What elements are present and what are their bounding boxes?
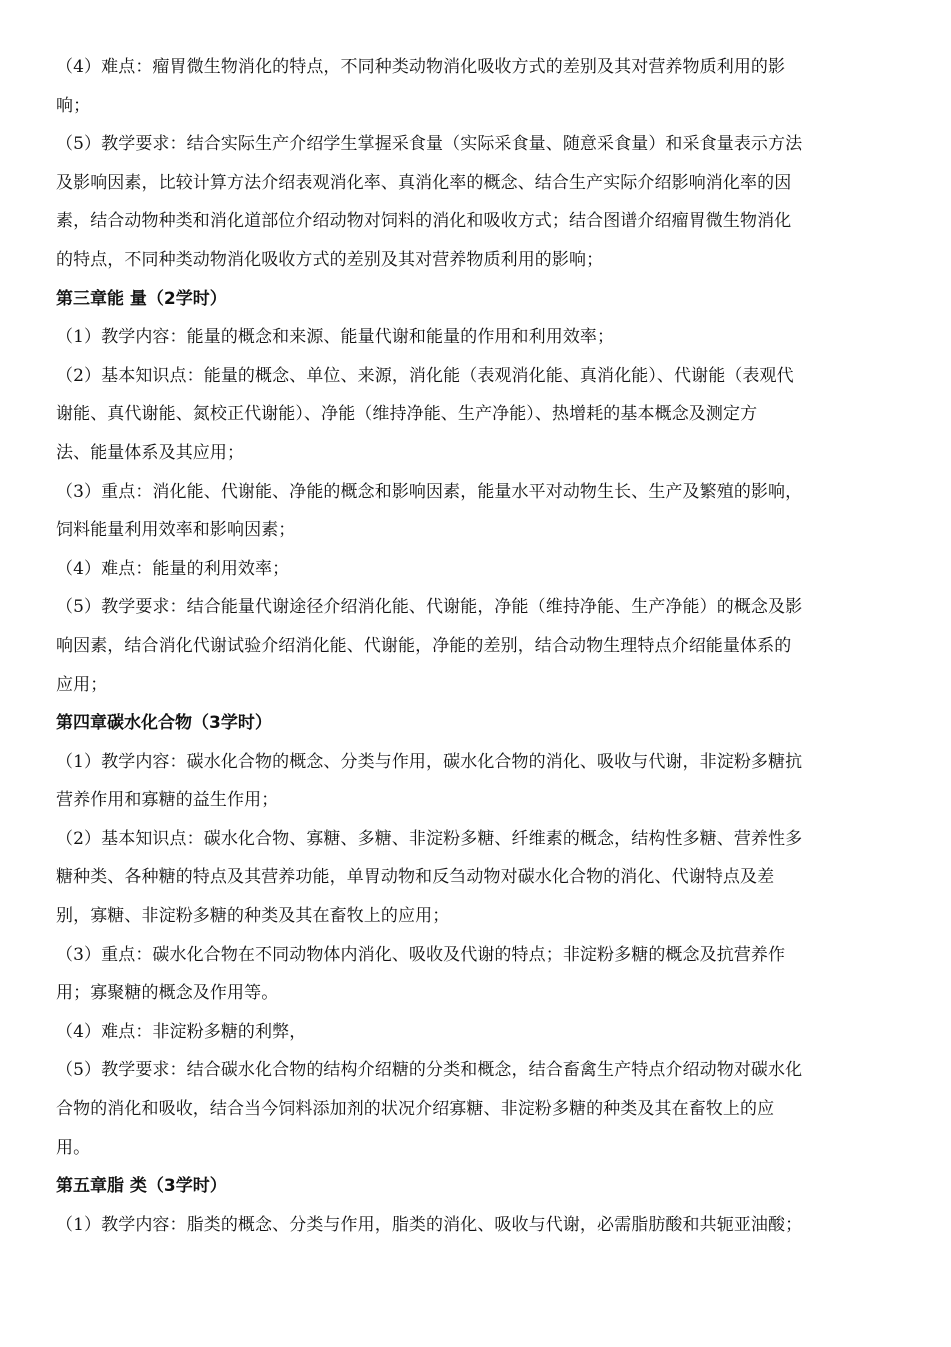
text-line: 素，结合动物种类和消化道部位介绍动物对饲料的消化和吸收方式；结合图谱介绍瘤胃微生物消化	[56, 211, 792, 232]
text-line: （5）教学要求：结合能量代谢途径介绍消化能、代谢能，净能（维持净能、生产净能）的概念及影	[56, 597, 803, 618]
chapter4-difficulty-paragraph	[56, 1013, 895, 1052]
text-line: 应用；	[56, 674, 108, 695]
chapter3-knowledge-paragraph	[56, 357, 895, 473]
chapter5-heading	[56, 1167, 895, 1206]
text-line: 响因素，结合消化代谢试验介绍消化能、代谢能，净能的差别，结合动物生理特点介绍能量体系的	[56, 635, 792, 656]
text-line: 用；寡聚糖的概念及作用等。	[56, 983, 279, 1004]
heading-text: 第五章脂 类（3学时）	[56, 1176, 227, 1197]
chapter3-heading	[56, 280, 895, 319]
text-line: 营养作用和寡糖的益生作用；	[56, 790, 279, 811]
chapter2-requirements-paragraph	[56, 125, 895, 279]
chapter4-requirements-paragraph	[56, 1051, 895, 1167]
chapter2-difficulty-paragraph	[56, 48, 895, 125]
text-line: 别，寡糖、非淀粉多糖的种类及其在畜牧上的应用；	[56, 906, 450, 927]
chapter3-difficulty-paragraph	[56, 550, 895, 589]
text-line: 饲料能量利用效率和影响因素；	[56, 520, 296, 541]
chapter4-knowledge-paragraph	[56, 820, 895, 936]
text-line: （3）重点：消化能、代谢能、净能的概念和影响因素，能量水平对动物生长、生产及繁殖的影响，	[56, 481, 803, 502]
heading-text: 第四章碳水化合物（3学时）	[56, 713, 272, 734]
chapter3-requirements-paragraph	[56, 588, 895, 704]
text-line: （5）教学要求：结合碳水化合物的结构介绍糖的分类和概念，结合畜禽生产特点介绍动物对碳水化	[56, 1060, 803, 1081]
text-line: （2）基本知识点：能量的概念、单位、来源，消化能（表观消化能、真消化能）、代谢能（表观代	[56, 365, 794, 386]
text-line: （4）难点：瘤胃微生物消化的特点，不同种类动物消化吸收方式的差别及其对营养物质利用的影	[56, 57, 786, 77]
text-line: 法、能量体系及其应用；	[56, 442, 245, 463]
text-line: （1）教学内容：脂类的概念、分类与作用，脂类的消化、吸收与代谢，必需脂肪酸和共轭亚油酸；	[56, 1214, 803, 1235]
chapter4-keypoints-paragraph	[56, 936, 895, 1013]
chapter4-heading	[56, 704, 895, 743]
text-line: （4）难点：非淀粉多糖的利弊，	[56, 1021, 307, 1042]
text-line: （4）难点：能量的利用效率；	[56, 558, 290, 579]
text-line: 的特点，不同种类动物消化吸收方式的差别及其对营养物质利用的影响；	[56, 249, 604, 270]
chapter3-keypoints-paragraph	[56, 473, 895, 550]
text-line: 用。	[56, 1137, 91, 1158]
text-line: （1）教学内容：碳水化合物的概念、分类与作用，碳水化合物的消化、吸收与代谢，非淀粉多糖抗	[56, 751, 803, 772]
text-line: 响；	[56, 95, 91, 116]
text-line: （5）教学要求：结合实际生产介绍学生掌握采食量（实际采食量、随意采食量）和采食量表示方法	[56, 134, 803, 155]
text-line: 谢能、真代谢能、氮校正代谢能）、净能（维持净能、生产净能）、热增耗的基本概念及测定方	[56, 404, 758, 425]
text-line: （3）重点：碳水化合物在不同动物体内消化、吸收及代谢的特点；非淀粉多糖的概念及抗营养作	[56, 944, 786, 965]
text-line: （2）基本知识点：碳水化合物、寡糖、多糖、非淀粉多糖、纤维素的概念，结构性多糖、营养性多	[56, 828, 803, 849]
text-line: 及影响因素，比较计算方法介绍表观消化率、真消化率的概念、结合生产实际介绍影响消化率的因	[56, 172, 792, 193]
chapter3-content-paragraph	[56, 318, 895, 357]
heading-text: 第三章能 量（2学时）	[56, 288, 227, 309]
chapter5-content-paragraph	[56, 1206, 895, 1245]
text-line: 糖种类、各种糖的特点及其营养功能，单胃动物和反刍动物对碳水化合物的消化、代谢特点及差	[56, 867, 775, 888]
chapter4-content-paragraph	[56, 743, 895, 820]
text-line: 合物的消化和吸收，结合当今饲料添加剂的状况介绍寡糖、非淀粉多糖的种类及其在畜牧上的应	[56, 1099, 775, 1120]
text-line: （1）教学内容：能量的概念和来源、能量代谢和能量的作用和利用效率；	[56, 327, 615, 348]
